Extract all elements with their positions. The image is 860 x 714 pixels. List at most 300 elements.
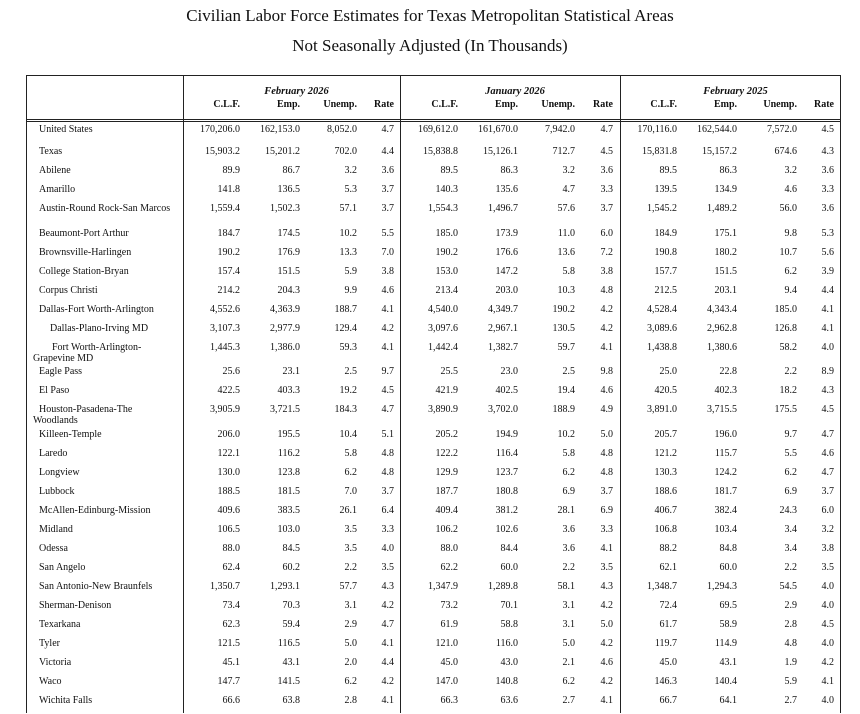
value-cell: 212.5 — [654, 285, 677, 296]
value-cell: 3.2 — [344, 165, 357, 176]
value-cell: 6.2 — [784, 467, 797, 478]
value-cell: 5.0 — [600, 429, 613, 440]
value-cell: 57.1 — [339, 203, 357, 214]
value-cell: 3.9 — [821, 266, 834, 277]
area-name: Sherman-Denison — [39, 600, 112, 611]
value-cell: 1,496.7 — [488, 203, 518, 214]
value-cell: 5.1 — [381, 429, 394, 440]
value-cell: 61.7 — [659, 619, 677, 630]
value-cell: 6.2 — [344, 676, 357, 687]
value-cell: 3.8 — [381, 266, 394, 277]
value-cell: 1,386.0 — [270, 342, 300, 353]
value-cell: 88.0 — [440, 543, 458, 554]
value-cell: 403.3 — [277, 385, 300, 396]
value-cell: 1,442.4 — [428, 342, 458, 353]
value-cell: 4.1 — [381, 638, 394, 649]
area-name: Amarillo — [39, 184, 76, 195]
value-cell: 4.2 — [821, 657, 834, 668]
value-cell: 4.1 — [821, 676, 834, 687]
value-cell: 56.0 — [779, 203, 797, 214]
value-cell: 3,089.6 — [647, 323, 677, 334]
table-row — [0, 467, 860, 486]
table-row — [0, 285, 860, 304]
table-row — [0, 486, 860, 505]
value-cell: 62.1 — [659, 562, 677, 573]
area-name: Texas — [39, 146, 63, 157]
value-cell: 153.0 — [435, 266, 458, 277]
value-cell: 3.3 — [381, 524, 394, 535]
value-cell: 4.8 — [381, 448, 394, 459]
value-cell: 213.4 — [435, 285, 458, 296]
value-cell: 43.1 — [282, 657, 300, 668]
value-cell: 89.9 — [222, 165, 240, 176]
value-cell: 402.3 — [714, 385, 737, 396]
value-cell: 2.7 — [784, 695, 797, 706]
area-name: Corpus Christi — [39, 285, 98, 296]
value-cell: 119.7 — [654, 638, 677, 649]
area-name: San Angelo — [39, 562, 86, 573]
area-name: Dallas-Fort Worth-Arlington — [39, 304, 154, 315]
value-cell: 73.2 — [440, 600, 458, 611]
value-cell: 43.0 — [500, 657, 518, 668]
value-cell: 206.0 — [217, 429, 240, 440]
value-cell: 1,380.6 — [707, 342, 737, 353]
value-cell: 4.1 — [600, 543, 613, 554]
value-cell: 406.7 — [654, 505, 677, 516]
value-cell: 63.6 — [500, 695, 518, 706]
value-cell: 1,545.2 — [647, 203, 677, 214]
value-cell: 3.7 — [381, 203, 394, 214]
value-cell: 123.8 — [277, 467, 300, 478]
value-cell: 89.5 — [440, 165, 458, 176]
value-cell: 176.9 — [277, 247, 300, 258]
value-cell: 170,206.0 — [200, 124, 240, 135]
table-row — [0, 266, 860, 285]
value-cell: 59.4 — [282, 619, 300, 630]
value-cell: 121.0 — [435, 638, 458, 649]
value-cell: 1,289.8 — [488, 581, 518, 592]
value-cell: 13.6 — [557, 247, 575, 258]
period-header: February 2025 — [703, 86, 768, 97]
column-header: Rate — [593, 99, 613, 110]
value-cell: 4.7 — [821, 429, 834, 440]
value-cell: 86.3 — [719, 165, 737, 176]
value-cell: 4.2 — [600, 304, 613, 315]
table-row — [0, 581, 860, 600]
value-cell: 106.8 — [654, 524, 677, 535]
value-cell: 106.2 — [435, 524, 458, 535]
value-cell: 115.7 — [714, 448, 737, 459]
value-cell: 4.3 — [821, 385, 834, 396]
value-cell: 4.3 — [821, 146, 834, 157]
table-row — [0, 203, 860, 222]
value-cell: 9.8 — [600, 366, 613, 377]
value-cell: 10.2 — [339, 228, 357, 239]
value-cell: 130.0 — [217, 467, 240, 478]
table-row — [0, 404, 860, 426]
value-cell: 5.8 — [562, 448, 575, 459]
value-cell: 188.5 — [217, 486, 240, 497]
value-cell: 1,559.4 — [210, 203, 240, 214]
area-name: McAllen-Edinburg-Mission — [39, 505, 151, 516]
table-row — [0, 657, 860, 676]
value-cell: 3.6 — [562, 543, 575, 554]
value-cell: 5.0 — [562, 638, 575, 649]
value-cell: 4.2 — [381, 676, 394, 687]
value-cell: 61.9 — [440, 619, 458, 630]
value-cell: 2.5 — [344, 366, 357, 377]
value-cell: 25.6 — [222, 366, 240, 377]
value-cell: 1,293.1 — [270, 581, 300, 592]
value-cell: 4.8 — [600, 448, 613, 459]
value-cell: 3,891.0 — [647, 404, 677, 415]
value-cell: 3.5 — [821, 562, 834, 573]
value-cell: 2.1 — [562, 657, 575, 668]
value-cell: 381.2 — [495, 505, 518, 516]
value-cell: 7.0 — [344, 486, 357, 497]
value-cell: 4.8 — [381, 467, 394, 478]
value-cell: 54.5 — [779, 581, 797, 592]
value-cell: 6.2 — [562, 467, 575, 478]
value-cell: 129.4 — [334, 323, 357, 334]
value-cell: 3.6 — [821, 165, 834, 176]
value-cell: 162,544.0 — [697, 124, 737, 135]
period-header: February 2026 — [264, 86, 329, 97]
value-cell: 6.0 — [821, 505, 834, 516]
area-name: Abilene — [39, 165, 71, 176]
area-name: College Station-Bryan — [39, 266, 129, 277]
value-cell: 184.3 — [334, 404, 357, 415]
value-cell: 1,382.7 — [488, 342, 518, 353]
value-cell: 122.2 — [435, 448, 458, 459]
value-cell: 3.7 — [821, 486, 834, 497]
table-row — [0, 323, 860, 342]
value-cell: 3.7 — [600, 203, 613, 214]
area-name: San Antonio-New Braunfels — [39, 581, 153, 592]
value-cell: 382.4 — [714, 505, 737, 516]
value-cell: 7.2 — [600, 247, 613, 258]
value-cell: 4.2 — [600, 676, 613, 687]
value-cell: 5.9 — [784, 676, 797, 687]
column-header: C.L.F. — [650, 99, 677, 110]
value-cell: 190.8 — [654, 247, 677, 258]
value-cell: 4.7 — [381, 124, 394, 135]
value-cell: 1,554.3 — [428, 203, 458, 214]
value-cell: 3.8 — [821, 543, 834, 554]
value-cell: 3.7 — [381, 184, 394, 195]
area-name: Laredo — [39, 448, 68, 459]
value-cell: 4.7 — [821, 467, 834, 478]
value-cell: 116.2 — [277, 448, 300, 459]
value-cell: 62.4 — [222, 562, 240, 573]
value-cell: 4,552.6 — [210, 304, 240, 315]
value-cell: 2.2 — [562, 562, 575, 573]
table-row — [0, 429, 860, 448]
area-name: Texarkana — [39, 619, 81, 630]
value-cell: 147.2 — [495, 266, 518, 277]
area-name: Longview — [39, 467, 80, 478]
value-cell: 60.2 — [282, 562, 300, 573]
value-cell: 10.3 — [557, 285, 575, 296]
value-cell: 140.4 — [714, 676, 737, 687]
value-cell: 187.7 — [435, 486, 458, 497]
value-cell: 4.5 — [600, 146, 613, 157]
area-name: Houston-Pasadena-The Woodlands — [33, 404, 133, 426]
table-row — [0, 638, 860, 657]
value-cell: 170,116.0 — [637, 124, 677, 135]
column-header: C.L.F. — [213, 99, 240, 110]
value-cell: 6.9 — [562, 486, 575, 497]
value-cell: 2,967.1 — [488, 323, 518, 334]
value-cell: 4,343.4 — [707, 304, 737, 315]
area-name: Tyler — [39, 638, 60, 649]
value-cell: 3.8 — [600, 266, 613, 277]
value-cell: 135.6 — [495, 184, 518, 195]
value-cell: 84.8 — [719, 543, 737, 554]
value-cell: 4.4 — [821, 285, 834, 296]
value-cell: 106.5 — [217, 524, 240, 535]
value-cell: 57.7 — [339, 581, 357, 592]
value-cell: 122.1 — [217, 448, 240, 459]
value-cell: 25.5 — [440, 366, 458, 377]
value-cell: 24.3 — [779, 505, 797, 516]
value-cell: 4.6 — [821, 448, 834, 459]
value-cell: 188.6 — [654, 486, 677, 497]
value-cell: 4.6 — [600, 385, 613, 396]
table-row — [0, 146, 860, 165]
value-cell: 194.9 — [495, 429, 518, 440]
value-cell: 19.4 — [557, 385, 575, 396]
value-cell: 116.0 — [495, 638, 518, 649]
value-cell: 3.6 — [381, 165, 394, 176]
value-cell: 15,831.8 — [642, 146, 677, 157]
value-cell: 4.7 — [562, 184, 575, 195]
value-cell: 383.5 — [277, 505, 300, 516]
value-cell: 3.6 — [600, 165, 613, 176]
value-cell: 59.7 — [557, 342, 575, 353]
value-cell: 188.9 — [552, 404, 575, 415]
value-cell: 121.5 — [217, 638, 240, 649]
value-cell: 4.1 — [381, 695, 394, 706]
value-cell: 5.8 — [344, 448, 357, 459]
value-cell: 88.2 — [659, 543, 677, 554]
table-row — [0, 247, 860, 266]
value-cell: 190.2 — [217, 247, 240, 258]
value-cell: 10.4 — [339, 429, 357, 440]
value-cell: 3.1 — [562, 619, 575, 630]
table-row — [0, 600, 860, 619]
page-title: Civilian Labor Force Estimates for Texas Metropolitan Statistical Areas — [186, 6, 674, 25]
value-cell: 1,294.3 — [707, 581, 737, 592]
area-name: Fort Worth-Arlington-Grapevine MD — [33, 342, 142, 364]
value-cell: 15,903.2 — [205, 146, 240, 157]
table-row — [0, 165, 860, 184]
value-cell: 141.5 — [277, 676, 300, 687]
value-cell: 116.5 — [277, 638, 300, 649]
value-cell: 134.9 — [714, 184, 737, 195]
value-cell: 6.9 — [600, 505, 613, 516]
column-header: Rate — [374, 99, 394, 110]
value-cell: 13.3 — [339, 247, 357, 258]
value-cell: 43.1 — [719, 657, 737, 668]
period-header: January 2026 — [485, 86, 545, 97]
value-cell: 5.0 — [600, 619, 613, 630]
value-cell: 3,905.9 — [210, 404, 240, 415]
column-header: Emp. — [713, 99, 737, 110]
area-name: Dallas-Plano-Irving MD — [50, 323, 149, 334]
value-cell: 102.6 — [495, 524, 518, 535]
area-name: Lubbock — [39, 486, 75, 497]
value-cell: 4.5 — [821, 124, 834, 135]
value-cell: 1,348.7 — [647, 581, 677, 592]
table-row — [0, 695, 860, 714]
value-cell: 2.0 — [344, 657, 357, 668]
value-cell: 103.0 — [277, 524, 300, 535]
value-cell: 126.8 — [774, 323, 797, 334]
value-cell: 4,363.9 — [270, 304, 300, 315]
value-cell: 4.2 — [600, 323, 613, 334]
value-cell: 2,962.8 — [707, 323, 737, 334]
value-cell: 205.7 — [654, 429, 677, 440]
table-row — [0, 448, 860, 467]
value-cell: 195.5 — [277, 429, 300, 440]
value-cell: 421.9 — [435, 385, 458, 396]
value-cell: 3.5 — [344, 543, 357, 554]
value-cell: 175.5 — [774, 404, 797, 415]
value-cell: 3.6 — [821, 203, 834, 214]
value-cell: 5.3 — [821, 228, 834, 239]
value-cell: 3.5 — [600, 562, 613, 573]
value-cell: 185.0 — [774, 304, 797, 315]
value-cell: 6.2 — [562, 676, 575, 687]
value-cell: 7.0 — [381, 247, 394, 258]
value-cell: 4.8 — [784, 638, 797, 649]
value-cell: 702.0 — [334, 146, 357, 157]
value-cell: 62.3 — [222, 619, 240, 630]
value-cell: 4.3 — [600, 581, 613, 592]
column-header: Emp. — [276, 99, 300, 110]
value-cell: 2.2 — [784, 366, 797, 377]
table-row — [0, 342, 860, 364]
value-cell: 2.8 — [784, 619, 797, 630]
value-cell: 11.0 — [557, 228, 575, 239]
value-cell: 4.6 — [381, 285, 394, 296]
value-cell: 185.0 — [435, 228, 458, 239]
value-cell: 147.0 — [435, 676, 458, 687]
value-cell: 19.2 — [339, 385, 357, 396]
value-cell: 181.7 — [714, 486, 737, 497]
header-rule — [26, 119, 841, 120]
value-cell: 62.2 — [440, 562, 458, 573]
value-cell: 4.5 — [821, 619, 834, 630]
value-cell: 4,540.0 — [428, 304, 458, 315]
value-cell: 151.5 — [277, 266, 300, 277]
value-cell: 3.4 — [784, 524, 797, 535]
value-cell: 66.6 — [222, 695, 240, 706]
table-row — [0, 124, 860, 143]
value-cell: 674.6 — [774, 146, 797, 157]
value-cell: 184.9 — [654, 228, 677, 239]
value-cell: 4.1 — [600, 695, 613, 706]
value-cell: 1,347.9 — [428, 581, 458, 592]
value-cell: 72.4 — [659, 600, 677, 611]
value-cell: 63.8 — [282, 695, 300, 706]
value-cell: 190.2 — [435, 247, 458, 258]
area-name: Victoria — [39, 657, 72, 668]
area-name: Brownsville-Harlingen — [39, 247, 132, 258]
value-cell: 8.9 — [821, 366, 834, 377]
value-cell: 2.7 — [562, 695, 575, 706]
area-name: Austin-Round Rock-San Marcos — [39, 203, 171, 214]
header-rule — [26, 121, 841, 122]
value-cell: 4.2 — [600, 638, 613, 649]
area-name: Eagle Pass — [39, 366, 83, 377]
value-cell: 4.2 — [381, 323, 394, 334]
value-cell: 89.5 — [659, 165, 677, 176]
table-row — [0, 228, 860, 247]
value-cell: 4.8 — [600, 285, 613, 296]
value-cell: 188.7 — [334, 304, 357, 315]
value-cell: 4.9 — [600, 404, 613, 415]
column-header: Emp. — [494, 99, 518, 110]
value-cell: 88.0 — [222, 543, 240, 554]
value-cell: 712.7 — [552, 146, 575, 157]
value-cell: 3.3 — [600, 524, 613, 535]
value-cell: 5.5 — [381, 228, 394, 239]
value-cell: 6.2 — [784, 266, 797, 277]
value-cell: 4.2 — [381, 600, 394, 611]
value-cell: 15,157.2 — [702, 146, 737, 157]
value-cell: 3.3 — [821, 184, 834, 195]
value-cell: 8,052.0 — [327, 124, 357, 135]
value-cell: 203.1 — [714, 285, 737, 296]
value-cell: 5.8 — [562, 266, 575, 277]
value-cell: 3,890.9 — [428, 404, 458, 415]
value-cell: 86.7 — [282, 165, 300, 176]
value-cell: 124.2 — [714, 467, 737, 478]
area-name: El Paso — [39, 385, 70, 396]
value-cell: 3.4 — [784, 543, 797, 554]
value-cell: 129.9 — [435, 467, 458, 478]
value-cell: 5.3 — [344, 184, 357, 195]
value-cell: 4.3 — [381, 581, 394, 592]
value-cell: 3,702.0 — [488, 404, 518, 415]
area-name: Beaumont-Port Arthur — [39, 228, 129, 239]
value-cell: 4.1 — [821, 323, 834, 334]
value-cell: 1,445.3 — [210, 342, 240, 353]
value-cell: 103.4 — [714, 524, 737, 535]
value-cell: 3.2 — [784, 165, 797, 176]
value-cell: 58.2 — [779, 342, 797, 353]
value-cell: 3.7 — [381, 486, 394, 497]
value-cell: 3.1 — [344, 600, 357, 611]
value-cell: 22.8 — [719, 366, 737, 377]
value-cell: 45.0 — [440, 657, 458, 668]
value-cell: 64.1 — [719, 695, 737, 706]
value-cell: 6.2 — [344, 467, 357, 478]
value-cell: 114.9 — [714, 638, 737, 649]
value-cell: 169,612.0 — [418, 124, 458, 135]
value-cell: 2.8 — [344, 695, 357, 706]
value-cell: 420.5 — [654, 385, 677, 396]
value-cell: 15,838.8 — [423, 146, 458, 157]
value-cell: 23.0 — [500, 366, 518, 377]
value-cell: 70.3 — [282, 600, 300, 611]
value-cell: 3.2 — [562, 165, 575, 176]
value-cell: 116.4 — [495, 448, 518, 459]
value-cell: 18.2 — [779, 385, 797, 396]
area-name: Killeen-Temple — [39, 429, 102, 440]
